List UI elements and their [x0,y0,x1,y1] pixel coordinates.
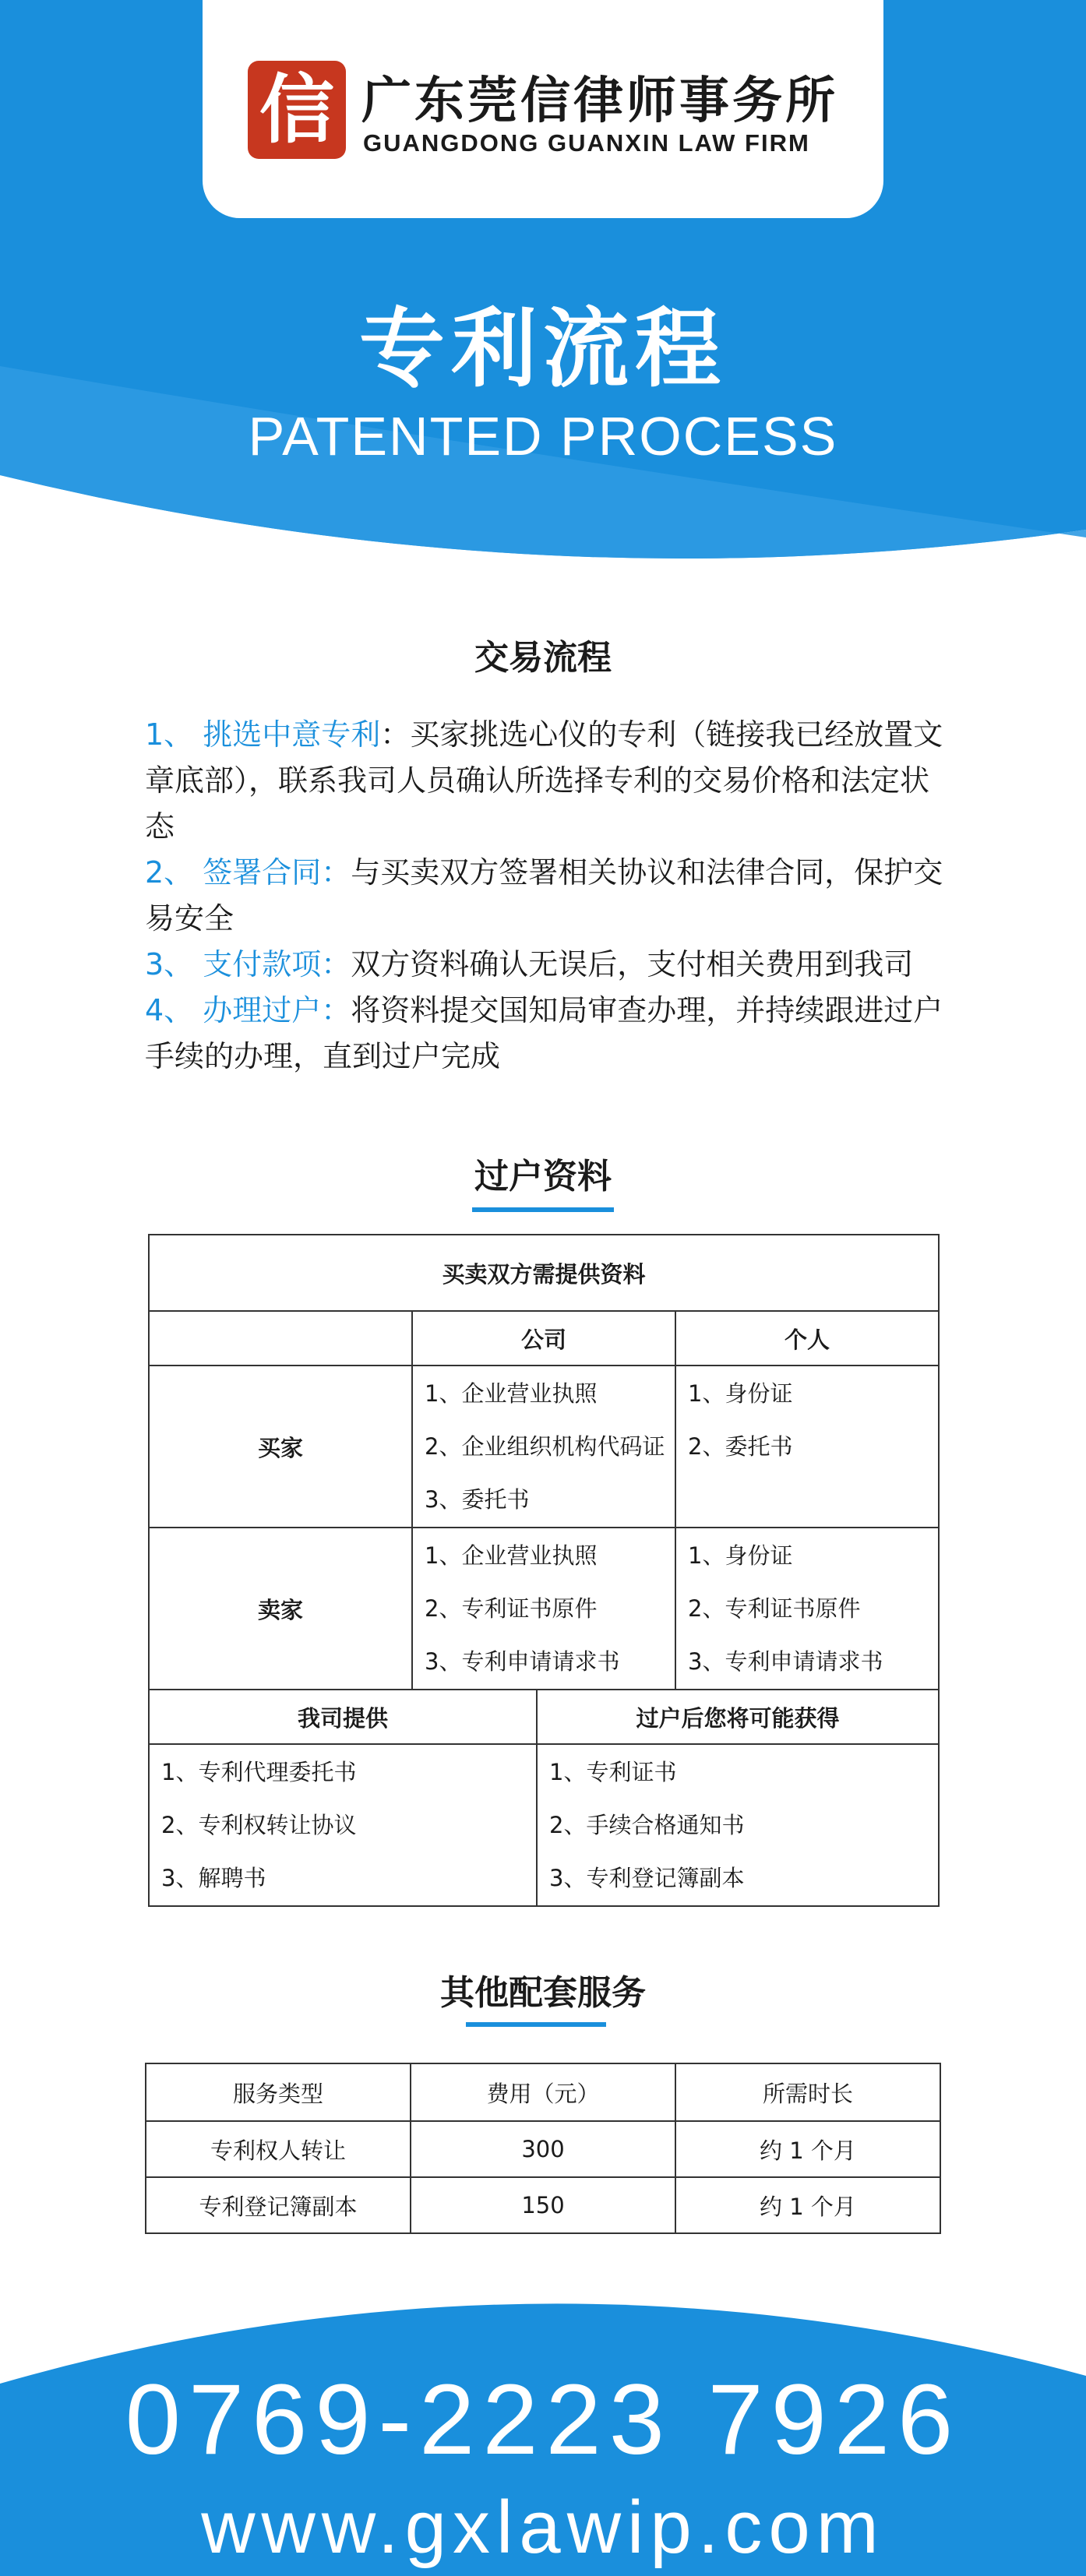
trade-steps [145,712,947,1080]
list-item: 1、企业营业执照 [425,1542,598,1569]
seller-label: 卖家 [149,1528,412,1690]
table-row-seller [149,1528,939,1690]
buyer-company-list [412,1366,675,1528]
transfer-section-title: 过户资料 [474,1157,612,1196]
provide-list [149,1744,537,1906]
buyer-person-list [675,1366,939,1528]
firm-name-cn: 广东莞信律师事务所 [361,72,838,130]
list-item: 2、专利权转让协议 [161,1812,357,1838]
trade-section-title: 交易流程 [474,638,612,678]
list-item: 3、委托书 [425,1486,530,1513]
list-item: 2、专利证书原件 [688,1595,861,1622]
contact-footer [0,2259,1086,2576]
list-item: 2、专利证书原件 [425,1595,598,1622]
table-row [146,2121,940,2177]
table-header: 买卖双方需提供资料 [149,1235,939,1311]
firm-logo-icon: 信 [248,61,346,159]
table-cell: 专利权人转让 [146,2121,411,2177]
trade-step [145,712,947,850]
table-row-buyer [149,1366,939,1528]
table-cell: 300 [411,2121,675,2177]
list-item: 1、身份证 [688,1542,793,1569]
col-company-header: 公司 [412,1311,675,1366]
table-row-provide-obtain [149,1744,939,1906]
list-item: 1、企业营业执照 [425,1380,598,1407]
services-title-underline [466,2022,606,2027]
page-title: 专利流程 [359,299,727,399]
list-item: 2、委托书 [688,1433,793,1460]
header-cell: 服务类型 [146,2063,411,2121]
buyer-label: 买家 [149,1366,412,1528]
provide-header: 我司提供 [149,1690,537,1744]
hero-banner [0,0,1086,592]
step-label: 3、 支付款项： [145,947,351,981]
step-label: 2、 签署合同： [145,855,351,890]
list-item: 3、解聘书 [161,1865,266,1891]
list-item: 1、专利证书 [549,1759,677,1785]
step-text: 将资料提交国知局审查办理，并持续跟进过户手续的办理，直到过户完成 [145,993,943,1073]
col-person-header: 个人 [675,1311,939,1366]
table-row [146,2177,940,2233]
table-cell: 约 1 个月 [675,2177,940,2233]
header-cell: 费用（元） [411,2063,675,2121]
seller-person-list [675,1528,939,1690]
obtain-list [537,1744,939,1906]
list-item: 3、专利申请请求书 [688,1648,883,1675]
website-url[interactable]: www.gxlawip.com [201,2486,885,2569]
trade-step [145,850,947,942]
table-cell: 约 1 个月 [675,2121,940,2177]
logo-card [203,0,883,218]
list-item: 3、专利申请请求书 [425,1648,620,1675]
list-item: 2、手续合格通知书 [549,1812,745,1838]
list-item: 1、专利代理委托书 [161,1759,357,1785]
trade-step [145,988,947,1080]
table-header-row [146,2063,940,2121]
list-item: 3、专利登记簿副本 [549,1865,745,1891]
header-cell: 所需时长 [675,2063,940,2121]
table-corner-cell [149,1311,412,1366]
step-text: 与买卖双方签署相关协议和法律合同，保护交易安全 [145,855,943,936]
step-text: 双方资料确认无误后，支付相关费用到我司 [351,947,914,981]
services-table [145,2063,941,2234]
list-item: 1、身份证 [688,1380,793,1407]
services-section-title: 其他配套服务 [440,1973,646,2013]
transfer-title-underline [472,1207,614,1212]
list-item: 2、企业组织机构代码证 [425,1433,665,1460]
step-label: 1、 挑选中意专利 [145,717,381,752]
seller-company-list [412,1528,675,1690]
firm-name-en: GUANGDONG GUANXIN LAW FIRM [363,129,810,157]
step-label: 4、 办理过户： [145,993,351,1027]
phone-number: 0769-2223 7926 [125,2364,961,2476]
transfer-materials-table [148,1234,940,1907]
step-text: ：买家挑选心仪的专利（链接我已经放置文章底部），联系我司人员确认所选择专利的交易价格和法定状态 [145,717,943,844]
table-cell: 150 [411,2177,675,2233]
page-subtitle: PATENTED PROCESS [248,406,838,467]
trade-step [145,942,947,988]
obtain-header: 过户后您将可能获得 [537,1690,939,1744]
table-cell: 专利登记簿副本 [146,2177,411,2233]
